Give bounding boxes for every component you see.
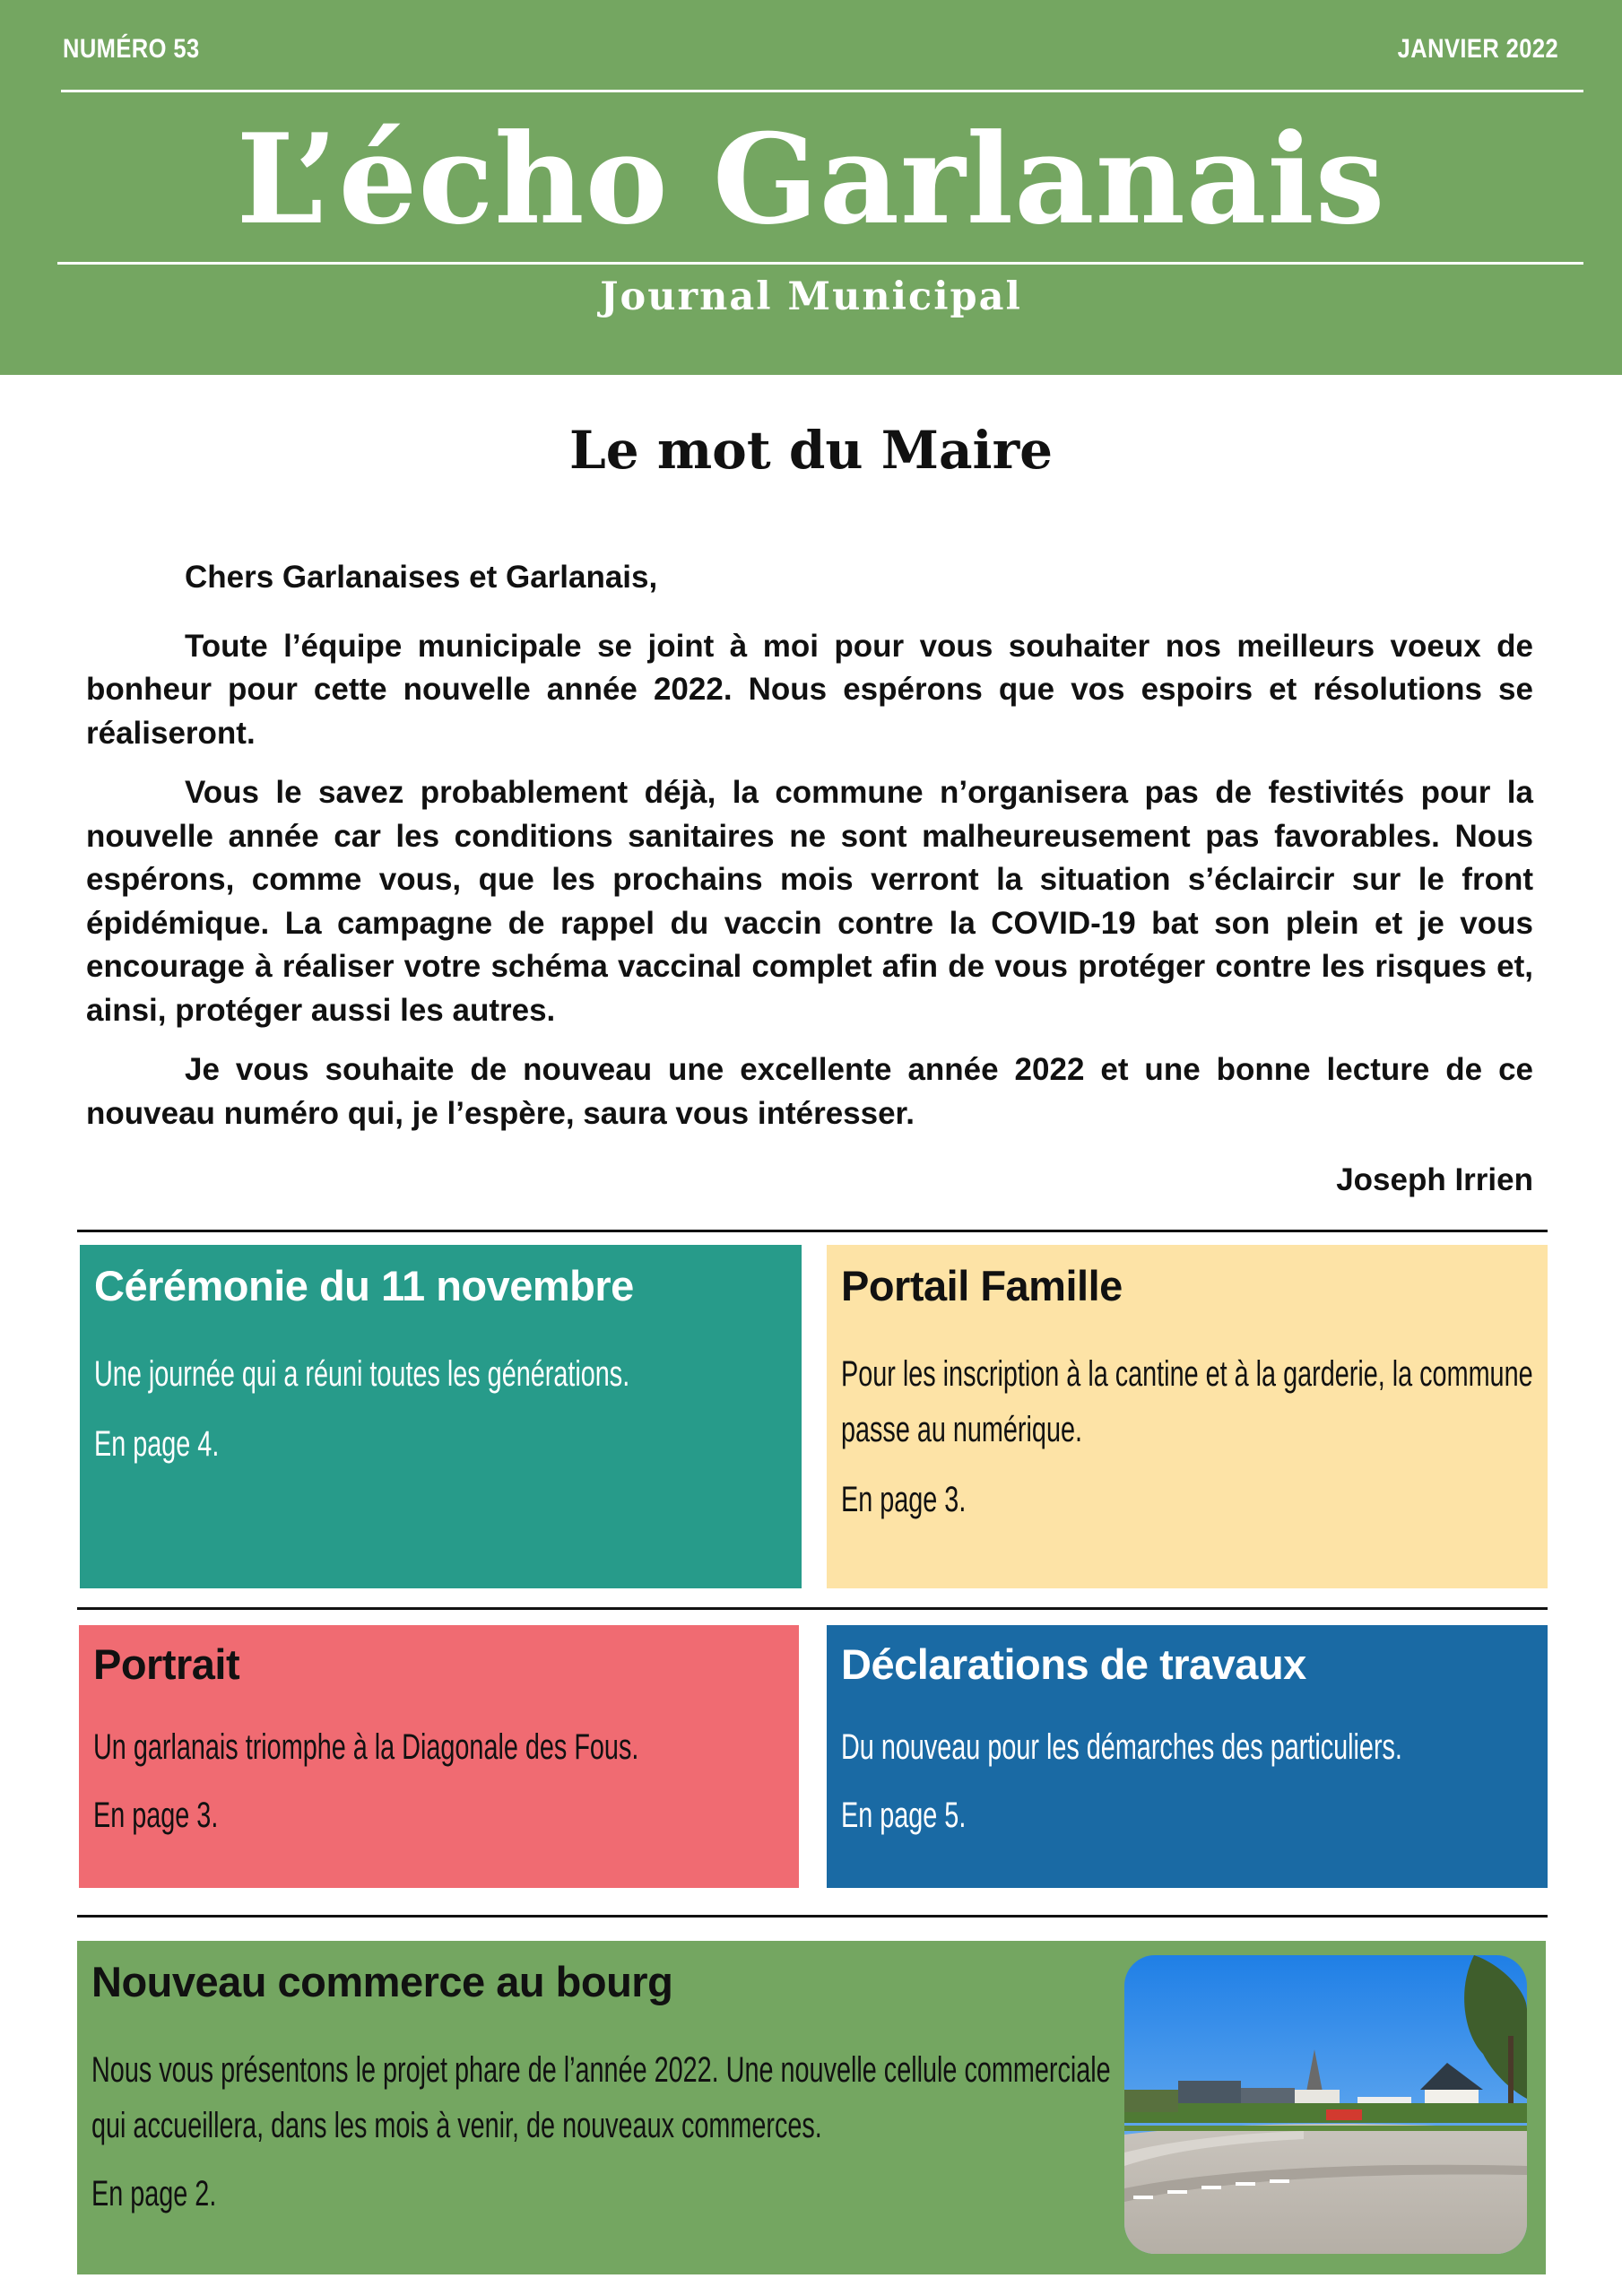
- ceremonie-page: En page 4.: [94, 1424, 220, 1464]
- commerce-photo: [1124, 1955, 1527, 2254]
- editorial-letter: [86, 556, 1533, 1152]
- section-divider: [77, 1230, 1548, 1232]
- ceremonie-title: Cérémonie du 11 novembre: [94, 1262, 634, 1309]
- issue-date: JANVIER 2022: [1397, 34, 1558, 64]
- portail-famille-page: En page 3.: [841, 1480, 967, 1519]
- editorial-title: Le mot du Maire: [568, 420, 1054, 481]
- masthead: [0, 0, 1622, 375]
- masthead-top-rule: [61, 90, 1583, 92]
- travaux-page: En page 5.: [841, 1796, 967, 1835]
- masthead-middle-rule: [57, 262, 1583, 265]
- journal-title: L’écho Garlanais: [236, 106, 1386, 252]
- editorial-greeting: Chers Garlanaises et Garlanais,: [185, 560, 658, 595]
- issue-number: NUMÉRO 53: [63, 34, 200, 64]
- portrait-box[interactable]: [79, 1625, 799, 1888]
- portrait-title: Portrait: [93, 1640, 240, 1688]
- portrait-text: Un garlanais triomphe à la Diagonale des Fous.: [93, 1727, 639, 1767]
- commerce-text: qui accueillera, dans les mois à venir, de nouveaux commerces.: [91, 2106, 822, 2145]
- travaux-text: Du nouveau pour les démarches des particuliers.: [841, 1727, 1402, 1767]
- section-divider: [77, 1915, 1548, 1918]
- portrait-page: En page 3.: [93, 1796, 219, 1835]
- portail-famille-title: Portail Famille: [841, 1262, 1123, 1309]
- section-divider: [77, 1607, 1548, 1610]
- journal-subtitle: Journal Municipal: [600, 274, 1022, 319]
- ceremonie-text: Une journée qui a réuni toutes les générations.: [94, 1354, 630, 1394]
- editorial-signature: Joseph Irrien: [1336, 1162, 1533, 1197]
- commerce-text: Nous vous présentons le projet phare de l’année 2022. Une nouvelle cellule commerciale: [91, 2050, 1111, 2090]
- commerce-title: Nouveau commerce au bourg: [91, 1958, 673, 2005]
- portail-famille-text: Pour les inscription à la cantine et à la garderie, la commune: [841, 1354, 1533, 1394]
- ceremonie-box[interactable]: [80, 1245, 802, 1588]
- editorial-paragraph: Vous le savez probablement déjà, la commune n’organisera pas de festivités pour la nouvelle année car les conditions sanitaires ne sont malheureusement pas favorables. Nous espérons, comme vous, que les prochains mois verront la situation s’éclaircir sur le front épidémique. La campagne de rappel du vaccin contre la COVID-19 bat son plein et je vous encourage à réaliser votre schéma vaccinal complet afin de vous protéger contre les risques et, ainsi, protéger aussi les autres.: [86, 775, 1533, 1028]
- street-scene-image: [1124, 1955, 1527, 2254]
- travaux-box[interactable]: [827, 1625, 1548, 1888]
- portail-famille-text: passe au numérique.: [841, 1410, 1082, 1449]
- commerce-page: En page 2.: [91, 2174, 217, 2213]
- editorial-paragraph: Toute l’équipe municipale se joint à moi pour vous souhaiter nos meilleurs voeux de bonheur pour cette nouvelle année 2022. Nous espérons que vos espoirs et résolutions se réaliseront.: [86, 628, 1533, 751]
- editorial-paragraph: Je vous souhaite de nouveau une excellente année 2022 et une bonne lecture de ce nouveau numéro qui, je l’espère, saura vous intéresser.: [86, 1052, 1533, 1131]
- travaux-title: Déclarations de travaux: [841, 1640, 1306, 1688]
- portail-famille-box[interactable]: [827, 1245, 1548, 1588]
